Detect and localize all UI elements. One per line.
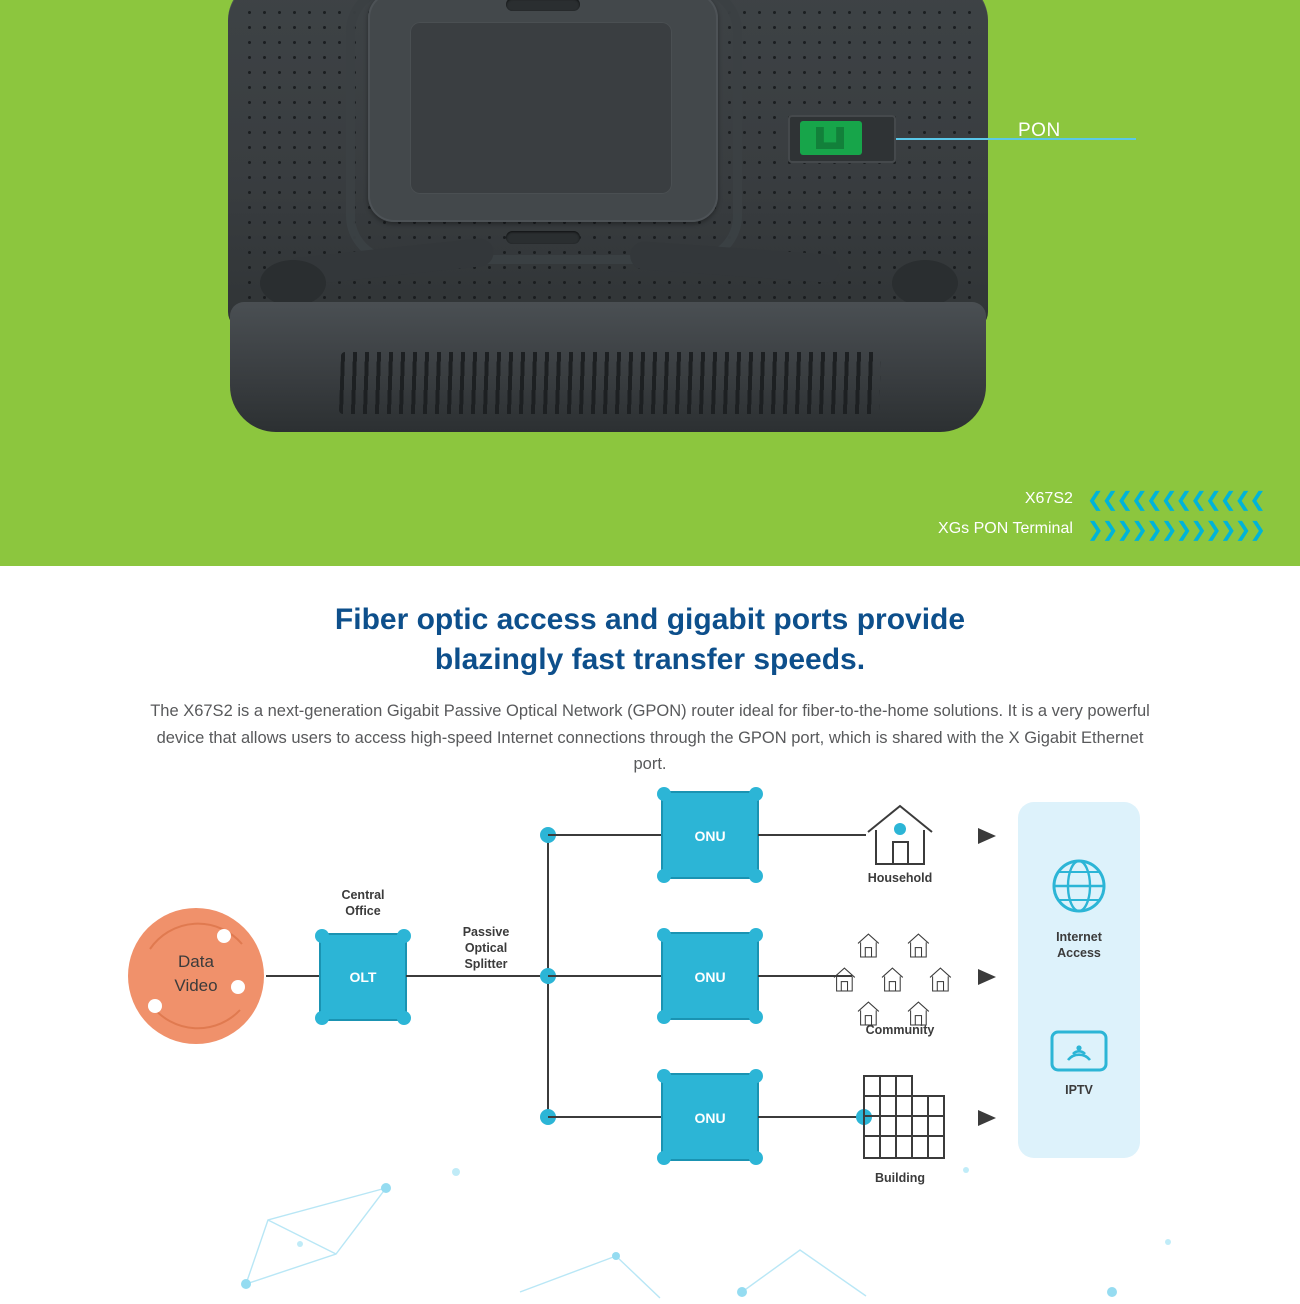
- onu-node-2: [657, 928, 763, 1024]
- page-title: [70, 600, 1230, 680]
- mount-slot-bottom: [506, 231, 580, 244]
- hero-caption: [938, 484, 1264, 544]
- router-bottom-shell: [230, 302, 986, 432]
- decorative-constellation: [241, 1167, 1171, 1298]
- endpoint-label-2: Community: [865, 1022, 935, 1037]
- svg-text:Passive: Passive: [462, 924, 510, 939]
- router-foot-right: [892, 260, 958, 306]
- pon-callout-line: [896, 138, 1136, 140]
- pon-port-connector: [800, 121, 862, 155]
- copy-section: [0, 566, 1300, 784]
- router-center-plate: [368, 0, 718, 222]
- endpoint-label-3: Building: [875, 1170, 925, 1185]
- onu-node-1: [657, 787, 763, 883]
- service-label-1a: Internet: [1056, 929, 1102, 944]
- svg-text:Video: Video: [174, 975, 218, 995]
- services-panel: [1018, 802, 1140, 1158]
- chevron-right-icon: ❯❯❯❯❯❯❯❯❯❯❯❯: [1086, 517, 1264, 541]
- router-product-image: [228, 0, 1061, 460]
- headline-line-1: Fiber optic access and gigabit ports provide: [334, 603, 966, 636]
- service-label-2: IPTV: [1065, 1082, 1093, 1097]
- building-icon: [864, 1076, 944, 1158]
- mount-slot-top: [506, 0, 580, 11]
- svg-text:Central: Central: [341, 887, 385, 902]
- svg-text:ONU: ONU: [694, 827, 726, 844]
- svg-text:OLT: OLT: [349, 968, 377, 985]
- community-icon: [834, 934, 951, 1025]
- headline-line-2: blazingly fast transfer speeds.: [434, 642, 866, 676]
- pon-port: [788, 115, 896, 163]
- router-vent-slots: [339, 352, 881, 414]
- description-paragraph: The X67S2 is a next-generation Gigabit Passive Optical Network (GPON) router ideal for fiber-to-the-home solutions. It is a very powerful device that allows users to access high-speed Internet connections through the GPON port, which is shared with the X Gigabit Ethernet port.: [150, 701, 1150, 774]
- onu-node-3: [657, 1069, 763, 1165]
- svg-text:Data: Data: [178, 951, 214, 971]
- router-label-area: [410, 22, 672, 194]
- hero-model-name: X67S2: [1024, 490, 1073, 507]
- hero-banner: [0, 0, 1300, 566]
- gpon-network-diagram: [0, 784, 1300, 1304]
- svg-text:Office: Office: [345, 903, 381, 918]
- hero-product-type: XGs PON Terminal: [938, 520, 1073, 537]
- svg-text:Optical: Optical: [464, 940, 508, 955]
- endpoint-label-1: Household: [867, 870, 933, 885]
- router-top-shell: [228, 0, 988, 330]
- chevron-left-icon: ❮❮❮❮❮❮❮❮❮❮❮❮: [1086, 487, 1264, 511]
- svg-text:ONU: ONU: [694, 968, 726, 985]
- router-foot-left: [260, 260, 326, 306]
- olt-node: [315, 888, 411, 1025]
- svg-text:Splitter: Splitter: [464, 956, 508, 971]
- pon-callout-label: PON: [1018, 120, 1061, 141]
- household-icon: [868, 806, 932, 864]
- data-video-source: [128, 908, 264, 1044]
- svg-text:ONU: ONU: [694, 1109, 726, 1126]
- service-label-1b: Access: [1057, 945, 1101, 960]
